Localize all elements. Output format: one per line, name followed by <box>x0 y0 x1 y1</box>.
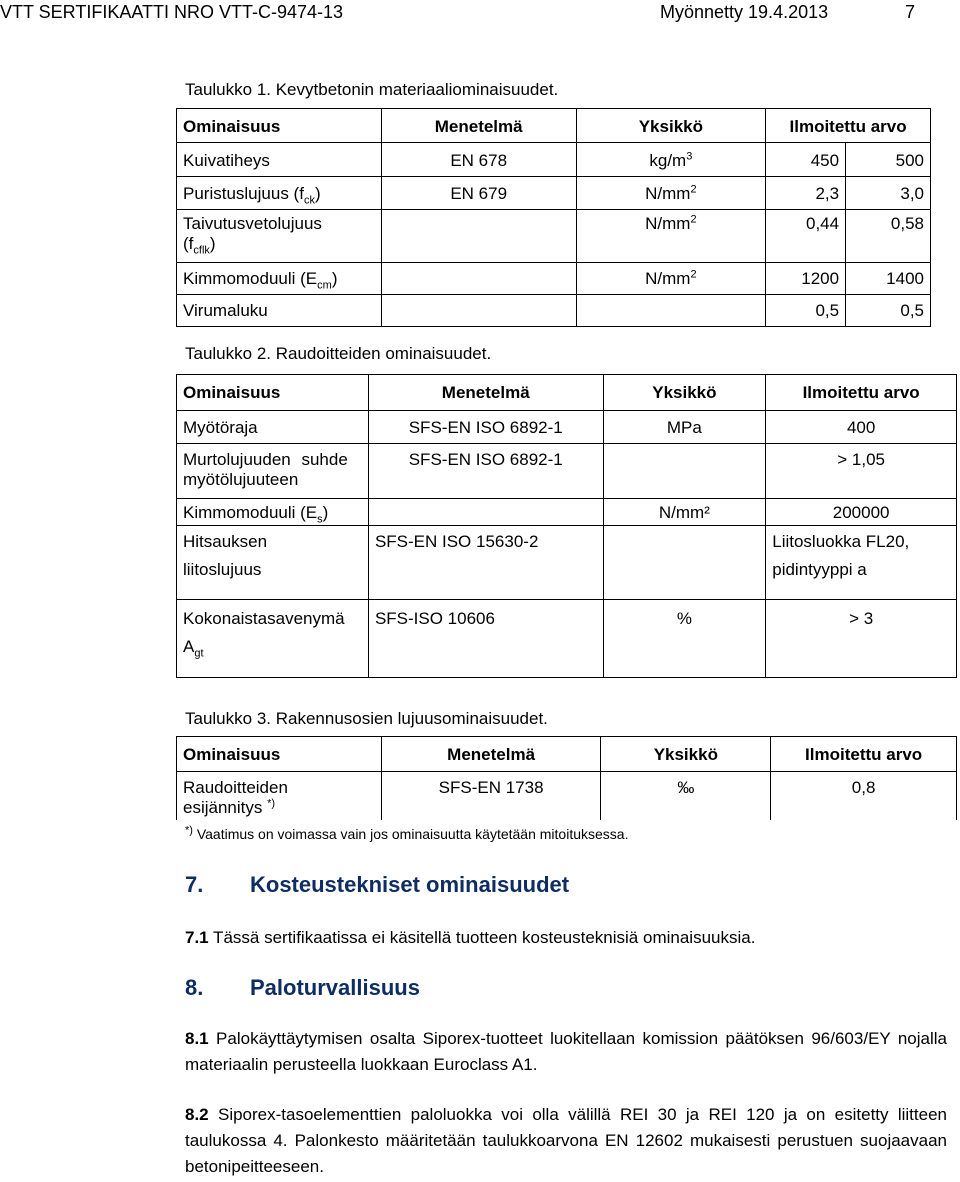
unit-cell <box>603 526 766 600</box>
section-number: 7. <box>185 872 204 897</box>
certificate-number: VTT SERTIFIKAATTI NRO VTT-C-9474-13 <box>0 2 344 22</box>
table2-header-unit: Yksikkö <box>603 375 766 411</box>
issue-date: Myönnetty 19.4.2013 <box>660 2 829 22</box>
method-cell <box>368 499 603 526</box>
value-cell: Liitosluokka FL20, pidintyyppi a <box>766 526 957 600</box>
property-cell: Virumaluku <box>177 295 382 327</box>
table3-caption: Taulukko 3. Rakennusosien lujuusominaisuudet. <box>185 709 548 728</box>
value-cell-1: 0,5 <box>766 295 846 327</box>
table1-header-value: Ilmoitettu arvo <box>766 109 931 143</box>
unit-cell: % <box>603 600 766 678</box>
method-cell: SFS-EN ISO 15630-2 <box>368 526 603 600</box>
property-cell: Kuivatiheys <box>177 143 382 177</box>
table2-header-row <box>177 375 957 411</box>
section-8-heading <box>185 975 420 1001</box>
table3-header-value: Ilmoitettu arvo <box>771 737 957 772</box>
footnote-mark: *) <box>185 824 193 837</box>
table3-header-method: Menetelmä <box>381 737 601 772</box>
table-row <box>177 499 957 526</box>
table-row <box>177 526 957 600</box>
unit-cell: N/mm² <box>603 499 766 526</box>
unit-cell: $N/mm^2$ <box>576 263 766 295</box>
table2 <box>176 374 957 678</box>
paragraph-text: Palokäyttäytymisen osalta Siporex-tuotteet luokitellaan komission päätöksen 96/603/EY nojalla materiaalin perusteella luokkaan Euroclass A1. <box>185 1029 947 1074</box>
table2-header-method: Menetelmä <box>368 375 603 411</box>
method-cell: SFS-EN ISO 6892-1 <box>368 411 603 444</box>
method-cell <box>381 210 576 263</box>
method-cell: SFS-ISO 10606 <box>368 600 603 678</box>
table-row <box>177 295 931 327</box>
table3-header-property: Ominaisuus <box>177 737 382 772</box>
table-row <box>177 210 931 263</box>
table-row <box>177 444 957 499</box>
value-cell: 400 <box>766 411 957 444</box>
paragraph-number: 8.1 <box>185 1029 209 1048</box>
method-cell: SFS-EN ISO 6892-1 <box>368 444 603 499</box>
table3-header-row <box>177 737 957 772</box>
value-cell: > 1,05 <box>766 444 957 499</box>
table1 <box>176 108 931 327</box>
table3-header-unit: Yksikkö <box>601 737 771 772</box>
section-number: 8. <box>185 975 204 1000</box>
value-cell: 0,8 <box>771 772 957 820</box>
section-8-1-paragraph <box>185 1026 947 1078</box>
unit-cell <box>576 295 766 327</box>
value-cell-1: 1200 <box>766 263 846 295</box>
table-row <box>177 143 931 177</box>
property-cell: Kimmomoduuli $(E_s)$ <box>177 499 369 526</box>
unit-cell <box>603 444 766 499</box>
unit-cell: ‰ <box>601 772 771 820</box>
section-8-2-paragraph <box>185 1102 947 1180</box>
value-cell-1: 0,44 <box>766 210 846 263</box>
table1-header-property: Ominaisuus <box>177 109 382 143</box>
table-row <box>177 600 957 678</box>
table-row <box>177 263 931 295</box>
footnote <box>185 826 628 842</box>
table1-header-row <box>177 109 931 143</box>
value-cell-1: 2,3 <box>766 177 846 210</box>
value-cell-2: 0,5 <box>846 295 931 327</box>
table2-caption: Taulukko 2. Raudoitteiden ominaisuudet. <box>185 344 492 363</box>
section-7-1-paragraph <box>185 925 947 951</box>
table2-header-value: Ilmoitettu arvo <box>766 375 957 411</box>
table1-header-unit: Yksikkö <box>576 109 766 143</box>
section-title: Kosteustekniset ominaisuudet <box>250 872 570 897</box>
value-cell: > 3 <box>766 600 957 678</box>
property-cell: Kokonaistasavenymä $A_{gt}$ <box>177 600 369 678</box>
unit-cell: MPa <box>603 411 766 444</box>
property-cell: Murtolujuuden suhde myötölujuuteen <box>177 444 369 499</box>
paragraph-text: Tässä sertifikaatissa ei käsitellä tuotteen kosteusteknisiä ominaisuuksia. <box>208 928 756 947</box>
unit-cell: $kg/m^3$ <box>576 143 766 177</box>
section-title: Paloturvallisuus <box>250 975 420 1000</box>
paragraph-number: 7.1 <box>185 928 209 947</box>
paragraph-number: 8.2 <box>185 1105 209 1124</box>
paragraph-text: Siporex-tasoelementtien paloluokka voi olla välillä REI 30 ja REI 120 ja on esitetty liitteen taulukossa 4. Palonkesto määritetään taulukkoarvona EN 12602 mukaisesti perustuen suojaavaan betonipeitteeseen. <box>185 1105 947 1176</box>
property-cell: Raudoitteiden esijännitys *) <box>177 772 382 820</box>
property-cell: Hitsauksen liitoslujuus <box>177 526 369 600</box>
unit-cell: $N/mm^2$ <box>576 210 766 263</box>
page-number: 7 <box>905 2 916 22</box>
table1-header-method: Menetelmä <box>381 109 576 143</box>
property-cell: Myötöraja <box>177 411 369 444</box>
table-row <box>177 411 957 444</box>
property-cell: Puristuslujuus $(f_{ck})$ <box>177 177 382 210</box>
method-cell <box>381 263 576 295</box>
table-row <box>177 177 931 210</box>
method-cell: EN 678 <box>381 143 576 177</box>
value-cell-2: 3,0 <box>846 177 931 210</box>
table2-header-property: Ominaisuus <box>177 375 369 411</box>
value-cell-2: 0,58 <box>846 210 931 263</box>
table1-caption: Taulukko 1. Kevytbetonin materiaaliominaisuudet. <box>185 80 559 99</box>
table3 <box>176 736 957 820</box>
method-cell: EN 679 <box>381 177 576 210</box>
value-cell: 200000 <box>766 499 957 526</box>
value-cell-2: 1400 <box>846 263 931 295</box>
value-cell-2: 500 <box>846 143 931 177</box>
unit-cell: $N/mm^2$ <box>576 177 766 210</box>
section-7-heading <box>185 872 569 898</box>
property-cell: Kimmomoduuli $(E_{cm})$ <box>177 263 382 295</box>
property-cell: Taivutusvetolujuus $(f_{cflk})$ <box>177 210 382 263</box>
table-row <box>177 772 957 820</box>
value-cell-1: 450 <box>766 143 846 177</box>
footnote-text: Vaatimus on voimassa vain jos ominaisuutta käytetään mitoituksessa. <box>196 826 629 842</box>
method-cell: SFS-EN 1738 <box>381 772 601 820</box>
method-cell <box>381 295 576 327</box>
